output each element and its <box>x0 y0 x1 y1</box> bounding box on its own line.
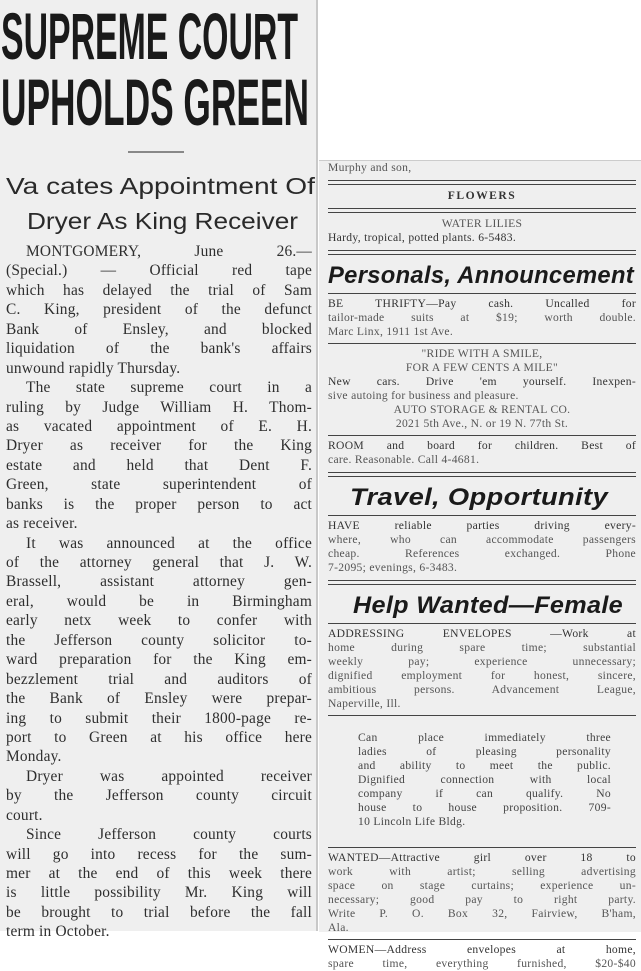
article-paragraph <box>6 242 312 378</box>
article-line: The state supreme court in a <box>26 379 312 397</box>
subheadline-line-1: Va cates Appointment Of <box>6 173 316 199</box>
headline-line-1: SUPREME COURT <box>1 0 298 73</box>
ad-line: house to house proposition. 709- <box>358 801 611 814</box>
ad-line: company if can qualify. No <box>358 787 611 800</box>
subheadline-line-2: Dryer As King Receiver <box>27 208 299 234</box>
ad-footer-line: 2021 5th Ave., N. or 19 N. 77th St. <box>395 417 569 430</box>
classified-ad <box>328 297 636 339</box>
article-paragraph <box>6 378 312 534</box>
ad-line: New cars. Drive 'em yourself. Inexpen- <box>328 375 636 388</box>
article-line: unwound rapidly Thursday. <box>6 359 181 377</box>
article-line: (Special.) — Official red tape <box>6 262 312 280</box>
ad-headline-line: FOR A FEW CENTS A MILE" <box>405 361 559 374</box>
ad-line: weekly pay; experience unnecessary; <box>328 655 636 668</box>
ad-line: Marc Linx, 1911 1st Ave. <box>328 325 454 338</box>
article-paragraph <box>6 825 312 942</box>
classified-ad <box>328 347 636 431</box>
ad-line: 7-2095; evenings, 6-3483. <box>328 561 458 574</box>
article-line: of the attorney general that J. W. <box>6 554 312 571</box>
section-heading-personals <box>328 259 636 289</box>
article-line: bezzlement trial and auditors of <box>6 670 312 688</box>
article-line: estate and held that Dent F. <box>6 456 312 474</box>
article-line: ward preparation for the King em- <box>6 651 312 669</box>
classified-ads-column <box>319 160 641 970</box>
double-rule <box>328 580 636 585</box>
ad-line: spare time, everything furnished, $20-$40 <box>328 957 636 970</box>
ad-line: WANTED—Attractive girl over 18 to <box>328 851 636 864</box>
classified-ad <box>328 439 636 467</box>
ad-line: care. Reasonable. Call 4-4681. <box>328 453 480 466</box>
ad-line: and ability to meet the public. <box>358 759 611 772</box>
section-heading-flowers <box>328 189 636 203</box>
subheadline <box>0 160 316 240</box>
section-heading-help_wanted <box>328 589 636 619</box>
article-line: be brought to trial before the fall <box>6 903 312 921</box>
article-line: mer at the end of this week there <box>6 865 312 882</box>
classified-ad <box>328 943 636 971</box>
ad-line: work with artist; selling advertising <box>328 865 636 878</box>
article-line: as vacated appointment of E. H. <box>6 417 312 435</box>
section-heading-text: FLOWERS <box>447 189 517 202</box>
ad-line: sive autoing for business and pleasure. <box>328 389 519 402</box>
article-line: Bank of Ensley, and blocked <box>6 320 312 338</box>
ad-footer-line: AUTO STORAGE & RENTAL CO. <box>393 403 571 416</box>
article-line: port to Green at his office here <box>6 728 312 746</box>
article-line: It was announced at the office <box>26 534 312 552</box>
article-line: is little possibility Mr. King will <box>6 884 312 902</box>
section-heading-text: Help Wanted—Female <box>353 592 623 619</box>
article-line: which has delayed the trial of Sam <box>6 281 312 299</box>
article-line: C. King, president of the defunct <box>6 301 312 319</box>
ad-line: Can place immediately three <box>358 731 611 744</box>
rule <box>328 293 636 294</box>
section-heading-travel <box>328 481 636 511</box>
continuation-text: Murphy and son, <box>328 161 412 174</box>
article-line: court. <box>6 806 43 824</box>
rule <box>328 715 636 716</box>
divider <box>128 151 184 153</box>
article-line: Monday. <box>6 748 62 766</box>
double-rule <box>328 180 636 185</box>
rule <box>328 435 636 436</box>
ad-line: where, who can accommodate passengers <box>328 533 636 546</box>
article-line: MONTGOMERY, June 26.— <box>26 243 312 260</box>
double-rule <box>328 472 636 477</box>
ad-line: ROOM and board for children. Best of <box>328 439 636 452</box>
double-rule <box>328 250 636 255</box>
ad-line: Hardy, tropical, potted plants. 6-5483. <box>328 231 517 244</box>
ad-line: necessary; good pay to right party. <box>328 893 636 906</box>
ad-line: Dignified connection with local <box>358 773 611 786</box>
ad-line: space on stage curtains; experience un- <box>328 879 636 892</box>
article-paragraph <box>6 534 312 767</box>
ad-line: dignified employment for honest, sincere, <box>328 669 636 682</box>
article-line: Brassell, assistant attorney gen- <box>6 573 312 591</box>
ad-line: BE THRIFTY—Pay cash. Uncalled for <box>328 297 636 310</box>
article-line: ruling by Judge William H. Thom- <box>6 398 312 416</box>
news-article <box>0 0 318 941</box>
ad-line: home during spare time; substantial <box>328 641 636 654</box>
article-line: the Bank of Ensley were prepar- <box>6 690 312 708</box>
classified-ad <box>328 627 636 711</box>
ad-line: 10 Lincoln Life Bldg. <box>358 815 466 828</box>
headline-line-2: UPHOLDS GREEN <box>1 65 309 139</box>
article-line: will go into recess for the sum- <box>6 845 312 863</box>
ad-line: ladies of pleasing personality <box>358 745 611 758</box>
article-line: term in October. <box>6 923 110 941</box>
rule <box>328 847 636 848</box>
article-line: ing to submit their 1800-page re- <box>6 709 312 727</box>
article-line: Since Jefferson county courts <box>26 826 312 844</box>
article-paragraph <box>6 767 312 825</box>
rule <box>328 939 636 940</box>
ad-line: Naperville, Ill. <box>328 697 401 710</box>
article-line: Dryer was appointed receiver <box>26 767 312 785</box>
ad-line: HAVE reliable parties driving every- <box>328 519 636 532</box>
article-line: liquidation of the bank's affairs <box>6 340 312 358</box>
article-line: Dryer as receiver for the King <box>6 437 312 455</box>
ad-headline-line: "RIDE WITH A SMILE, <box>421 347 543 360</box>
headline <box>0 0 316 140</box>
ad-headline-line: WATER LILIES <box>441 217 523 230</box>
article-line: early netx week to confer with <box>6 612 312 630</box>
ad-line: Ala. <box>328 921 349 934</box>
classified-ad <box>328 719 636 843</box>
article-line: Green, state superintendent of <box>6 476 312 494</box>
article-line: by the Jefferson county circuit <box>6 787 312 805</box>
article-line: eral, would be in Birmingham <box>6 592 312 610</box>
article-body <box>6 242 312 942</box>
article-line: as receiver. <box>6 515 78 533</box>
section-heading-text: Travel, Opportunity <box>350 484 610 511</box>
ad-line: ADDRESSING ENVELOPES —Work at <box>328 627 636 640</box>
ad-line: cheap. References exchanged. Phone <box>328 547 636 560</box>
ad-line: Write P. O. Box 32, Fairview, B'ham, <box>328 907 636 920</box>
section-heading-text: Personals, Announcement <box>328 262 635 289</box>
classified-ad <box>328 217 636 245</box>
rule <box>328 343 636 344</box>
rule <box>328 515 636 516</box>
classified-ad <box>328 519 636 575</box>
article-line: the Jefferson county solicitor to- <box>6 631 312 649</box>
ad-line: tailor-made suits at $19; worth double. <box>328 311 636 324</box>
article-line: banks is the proper person to act <box>6 495 312 513</box>
classified-ad <box>328 851 636 935</box>
ad-line: ambitious persons. Advancement League, <box>328 683 636 696</box>
ad-line: WOMEN—Address envelopes at home, <box>328 943 636 956</box>
rule <box>328 208 636 213</box>
rule <box>328 623 636 624</box>
